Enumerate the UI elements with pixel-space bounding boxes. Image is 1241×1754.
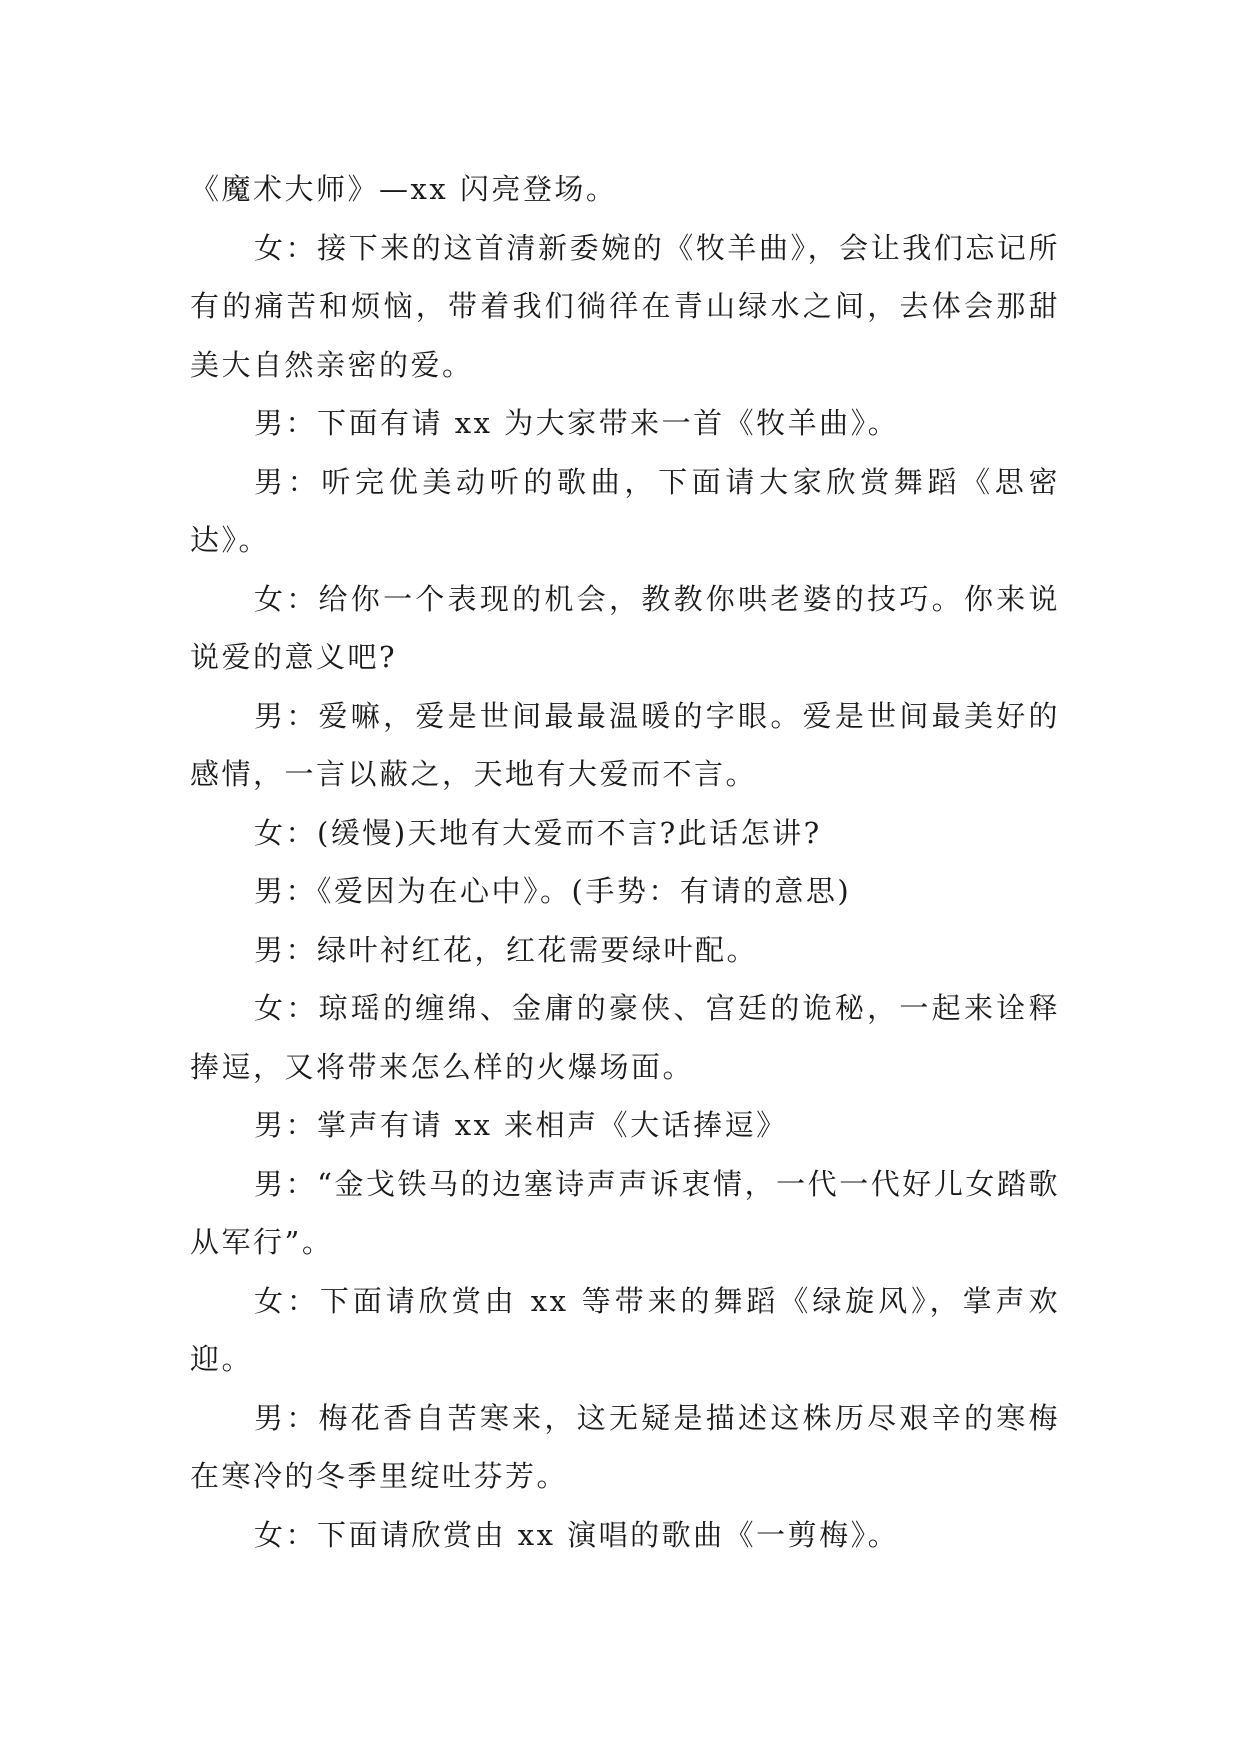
paragraph-3: 男：下面有请 xx 为大家带来一首《牧羊曲》。	[254, 406, 900, 440]
paragraph-9: 男：绿叶衬红花，红花需要绿叶配。	[254, 932, 759, 967]
paragraph-14: 男：梅花香自苦寒来，这无疑是描述这株历尽艰辛的寒梅在寒冷的冬季里绽吐芬芳。	[190, 1400, 1060, 1493]
paragraph-11: 男：掌声有请 xx 来相声《大话捧逗》	[254, 1108, 788, 1142]
paragraph-4: 男：听完优美动听的歌曲，下面请大家欣赏舞蹈《思密达》。	[190, 464, 1060, 557]
document-body	[190, 160, 1060, 1564]
paragraph-1: 《魔术大师》—xx 闪亮登场。	[190, 172, 618, 206]
paragraph-10: 女：琼瑶的缠绵、金庸的豪侠、宫廷的诡秘，一起来诠释捧逗，又将带来怎么样的火爆场面。	[190, 991, 1060, 1084]
paragraph-8: 男：《爱因为在心中》。(手势：有请的意思)	[254, 874, 852, 908]
paragraph-12: 男：“金戈铁马的边塞诗声声诉衷情，一代一代好儿女踏歌从军行”。	[190, 1166, 1060, 1259]
paragraph-15: 女：下面请欣赏由 xx 演唱的歌曲《一剪梅》。	[254, 1517, 900, 1552]
paragraph-7: 女：(缓慢)天地有大爱而不言?此话怎讲?	[254, 815, 822, 850]
paragraph-2: 女：接下来的这首清新委婉的《牧羊曲》，会让我们忘记所有的痛苦和烦恼，带着我们徜徉在青山绿水之间，去体会那甜美大自然亲密的爱。	[190, 230, 1060, 382]
paragraph-5: 女：给你一个表现的机会，教教你哄老婆的技巧。你来说说爱的意义吧?	[190, 581, 1060, 674]
paragraph-13: 女：下面请欣赏由 xx 等带来的舞蹈《绿旋风》，掌声欢迎。	[190, 1283, 1060, 1376]
paragraph-6: 男：爱嘛，爱是世间最最温暖的字眼。爱是世间最美好的感情，一言以蔽之，天地有大爱而不言。	[190, 698, 1060, 791]
